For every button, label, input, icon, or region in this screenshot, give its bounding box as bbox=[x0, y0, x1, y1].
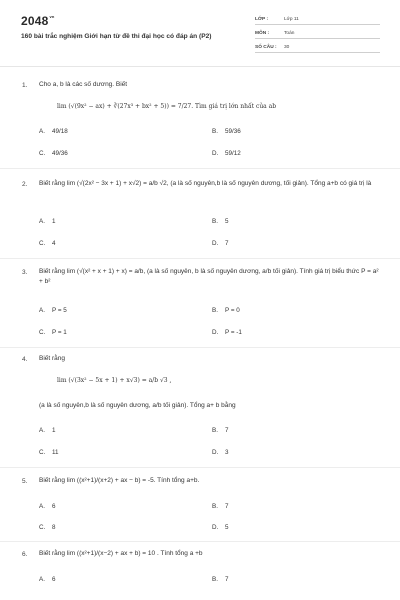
meta-question-count bbox=[255, 43, 380, 53]
option-a[interactable]: A. 6 bbox=[39, 576, 56, 583]
meta-class-value: Lớp 11 bbox=[284, 17, 299, 22]
option-d[interactable]: D. 7 bbox=[212, 240, 229, 247]
question-stem: Biết rằng lim ((x²+1)/(x+2) + ax − b) = -5. Tính tổng a+b. bbox=[39, 477, 200, 484]
meta-count-label: SỐ CÂU : bbox=[255, 45, 277, 50]
question-stem-continued: (a là số nguyên,b là số nguyên dương, a/b tối giản). Tổng a+ b bằng bbox=[39, 402, 236, 409]
question-number: 1. bbox=[22, 82, 28, 89]
option-a[interactable]: A. 1 bbox=[39, 218, 56, 225]
question-number: 3. bbox=[22, 269, 28, 276]
meta-class-label: LỚP : bbox=[255, 17, 269, 22]
option-b[interactable]: B. 7 bbox=[212, 427, 229, 434]
question-stem: Biết rằng bbox=[39, 355, 66, 362]
option-c[interactable]: C. P = 1 bbox=[39, 329, 67, 336]
question-number: 5. bbox=[22, 478, 28, 485]
header-divider bbox=[0, 66, 400, 67]
option-d[interactable]: D. P = -1 bbox=[212, 329, 242, 336]
option-c[interactable]: C. 8 bbox=[39, 524, 56, 531]
document-header bbox=[0, 0, 400, 66]
question-divider bbox=[0, 168, 400, 169]
option-a[interactable]: A. P = 5 bbox=[39, 307, 67, 314]
option-b[interactable]: B. 7 bbox=[212, 503, 229, 510]
question-stem: Cho a, b là các số dương. Biết bbox=[39, 81, 128, 88]
question-divider bbox=[0, 347, 400, 348]
option-b[interactable]: B. P = 0 bbox=[212, 307, 240, 314]
option-c[interactable]: C. 11 bbox=[39, 449, 59, 456]
option-a[interactable]: A. 6 bbox=[39, 503, 56, 510]
question-formula: lim (√(9x² − ax) + ∛(27x³ + bx² + 5)) = 7/27. Tìm giá trị lớn nhất của ab bbox=[57, 103, 277, 110]
site-logo[interactable]: $2048^{vn}$ bbox=[21, 14, 55, 28]
option-d[interactable]: D. 3 bbox=[212, 449, 229, 456]
option-b[interactable]: B. 5 bbox=[212, 218, 229, 225]
question-number: 6. bbox=[22, 551, 28, 558]
question-number: 2. bbox=[22, 181, 28, 188]
question-divider bbox=[0, 541, 400, 542]
option-b[interactable]: B. 7 bbox=[212, 576, 229, 583]
question-formula: lim (√(3x² − 5x + 1) + x√3) = a/b √3 , bbox=[57, 377, 172, 384]
question-divider bbox=[0, 258, 400, 259]
question-number: 4. bbox=[22, 356, 28, 363]
question-stem: Biết rằng lim (√(2x² − 3x + 1) + x√2) = a/b √2, (a là số nguyên,b là số nguyên dương, tối giản). Tổng a+b có giá trị là bbox=[39, 180, 372, 187]
question-divider bbox=[0, 467, 400, 468]
question-stem: Biết rằng lim ((x²+1)/(x−2) + ax + b) = 10 . Tính tổng a +b bbox=[39, 550, 203, 557]
meta-subject-value: Toán bbox=[284, 31, 295, 36]
option-d[interactable]: D. 59/12 bbox=[212, 150, 241, 157]
meta-subject-label: MÔN : bbox=[255, 31, 270, 36]
option-b[interactable]: B. 59/36 bbox=[212, 128, 241, 135]
option-c[interactable]: C. 4 bbox=[39, 240, 56, 247]
option-d[interactable]: D. 5 bbox=[212, 524, 229, 531]
option-a[interactable]: A. 1 bbox=[39, 427, 56, 434]
option-a[interactable]: A. 49/18 bbox=[39, 128, 68, 135]
question-stem: Biết rằng lim (√(x² + x + 1) + x) = a/b, (a là số nguyên, b là số nguyên dương, a/b tối giản). Tính giá trị biểu thức P = a² + b² bbox=[39, 268, 379, 285]
meta-count-value: 30 bbox=[284, 45, 290, 50]
meta-class bbox=[255, 15, 380, 25]
document-title: 160 bài trắc nghiệm Giới hạn từ đề thi đại học có đáp án (P2) bbox=[21, 33, 212, 40]
option-c[interactable]: C. 49/36 bbox=[39, 150, 68, 157]
meta-subject bbox=[255, 29, 380, 39]
